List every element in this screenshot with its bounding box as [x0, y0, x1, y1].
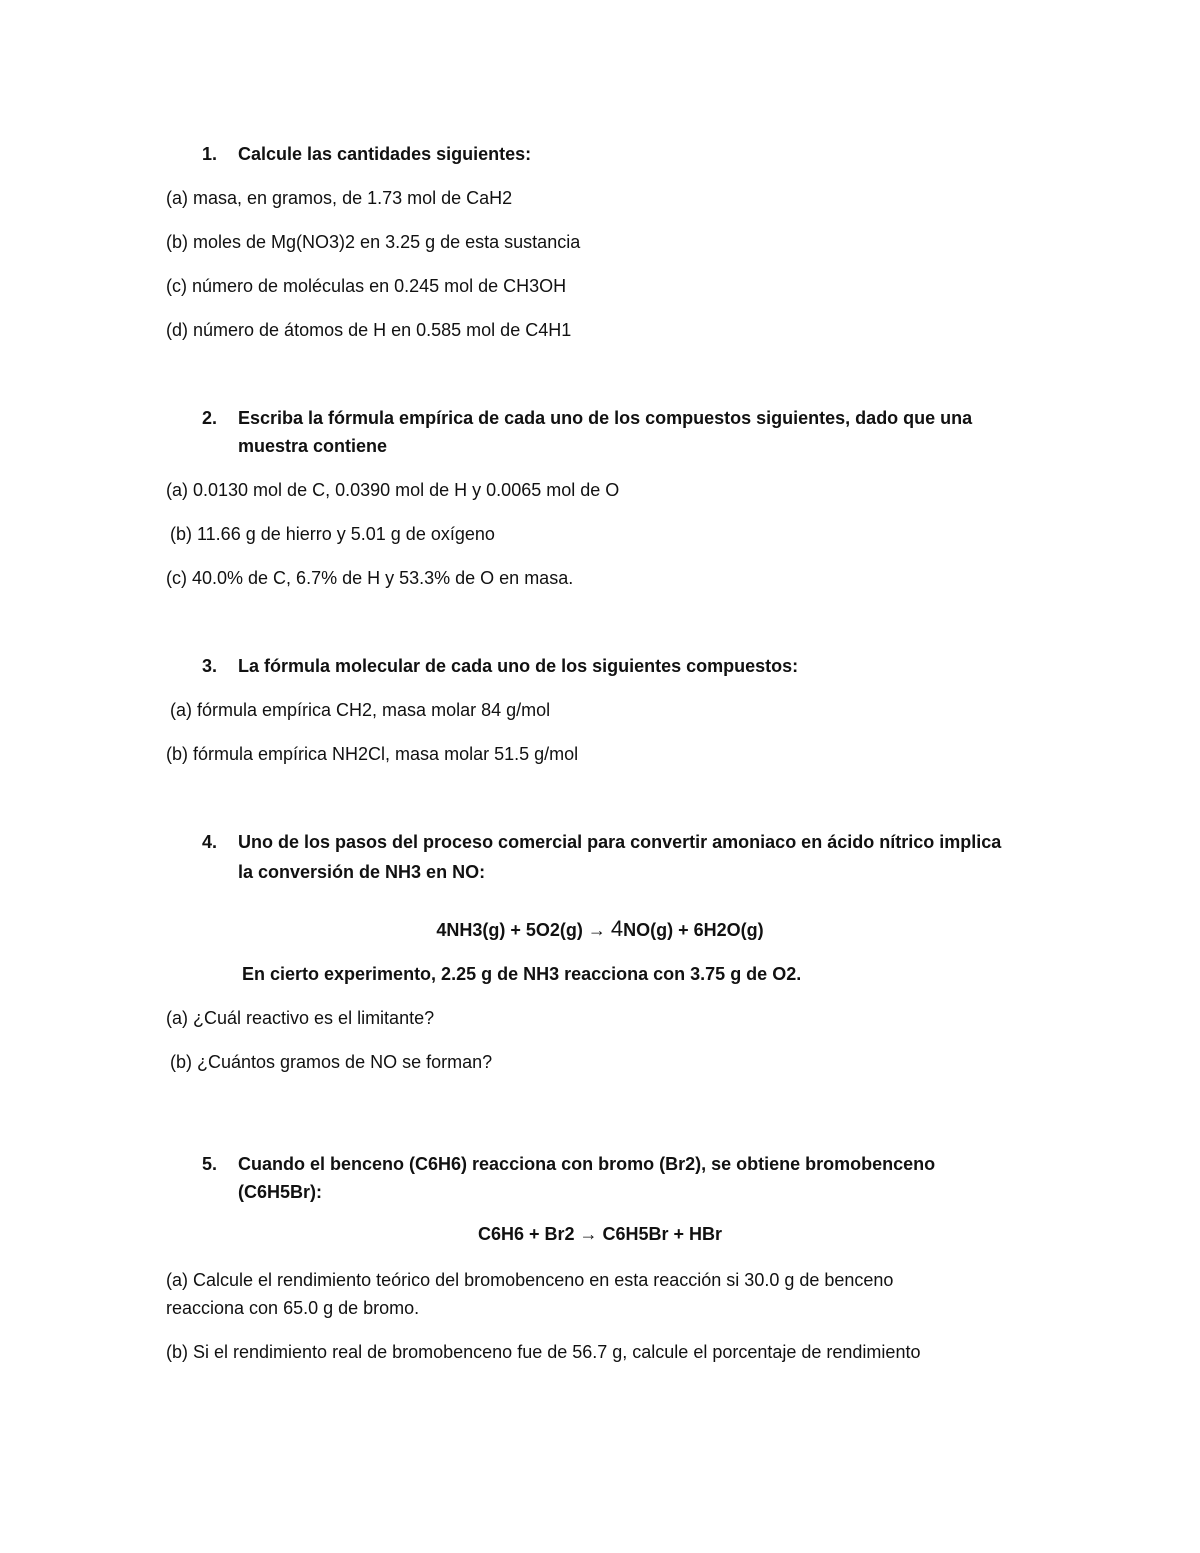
question-5-part-a-line-1: (a) Calcule el rendimiento teórico del bromobenceno en esta reacción si 30.0 g de benceno: [166, 1270, 894, 1290]
question-2-part-a: (a) 0.0130 mol de C, 0.0390 mol de H y 0.0065 mol de O: [166, 480, 620, 500]
question-2-part-c: (c) 40.0% de C, 6.7% de H y 53.3% de O en masa.: [166, 568, 574, 588]
question-3-title: La fórmula molecular de cada uno de los siguientes compuestos:: [238, 656, 799, 676]
question-4-title-line-2: la conversión de NH3 en NO:: [238, 862, 486, 882]
question-1-part-d: (d) número de átomos de H en 0.585 mol de C4H1: [166, 320, 572, 340]
question-3-part-b: (b) fórmula empírica NH2Cl, masa molar 51.5 g/mol: [166, 744, 579, 764]
question-4-number: 4.: [202, 832, 218, 852]
question-4-title-line-1: Uno de los pasos del proceso comercial para convertir amoniaco en ácido nítrico implica: [238, 832, 1002, 852]
question-1-title: Calcule las cantidades siguientes:: [238, 144, 532, 164]
question-5-title-line-1: Cuando el benceno (C6H6) reacciona con bromo (Br2), se obtiene bromobenceno: [238, 1154, 936, 1174]
question-3-part-a: (a) fórmula empírica CH2, masa molar 84 g/mol: [170, 700, 551, 720]
question-4-experiment: En cierto experimento, 2.25 g de NH3 reacciona con 3.75 g de O2.: [242, 964, 802, 984]
equation-reactants: 4NH3(g) + 5O2(g) →: [436, 920, 611, 940]
question-4-part-b: (b) ¿Cuántos gramos de NO se forman?: [170, 1052, 493, 1072]
question-5-number: 5.: [202, 1154, 218, 1174]
question-5-part-b: (b) Si el rendimiento real de bromobenceno fue de 56.7 g, calcule el porcentaje de rendimiento: [166, 1342, 921, 1362]
equation-products: NO(g) + 6H2O(g): [623, 920, 764, 940]
question-4-equation: [0, 917, 1200, 942]
question-1-number: 1.: [202, 144, 218, 164]
question-5-part-a-line-2: reacciona con 65.0 g de bromo.: [166, 1298, 420, 1318]
equation-coefficient: 4: [610, 916, 624, 941]
question-5-equation: C6H6 + Br2 → C6H5Br + HBr: [477, 1224, 723, 1244]
question-2-title-line-1: Escriba la fórmula empírica de cada uno de los compuestos siguientes, dado que una: [238, 408, 973, 428]
question-1-part-a: (a) masa, en gramos, de 1.73 mol de CaH2: [166, 188, 513, 208]
question-4-part-a: (a) ¿Cuál reactivo es el limitante?: [166, 1008, 435, 1028]
question-2-title-line-2: muestra contiene: [238, 436, 388, 456]
question-3-number: 3.: [202, 656, 218, 676]
question-2-number: 2.: [202, 408, 218, 428]
question-5-title-line-2: (C6H5Br):: [238, 1182, 323, 1202]
question-2-part-b: (b) 11.66 g de hierro y 5.01 g de oxígeno: [170, 524, 495, 544]
question-1-part-c: (c) número de moléculas en 0.245 mol de CH3OH: [166, 276, 567, 296]
question-1-part-b: (b) moles de Mg(NO3)2 en 3.25 g de esta sustancia: [166, 232, 581, 252]
